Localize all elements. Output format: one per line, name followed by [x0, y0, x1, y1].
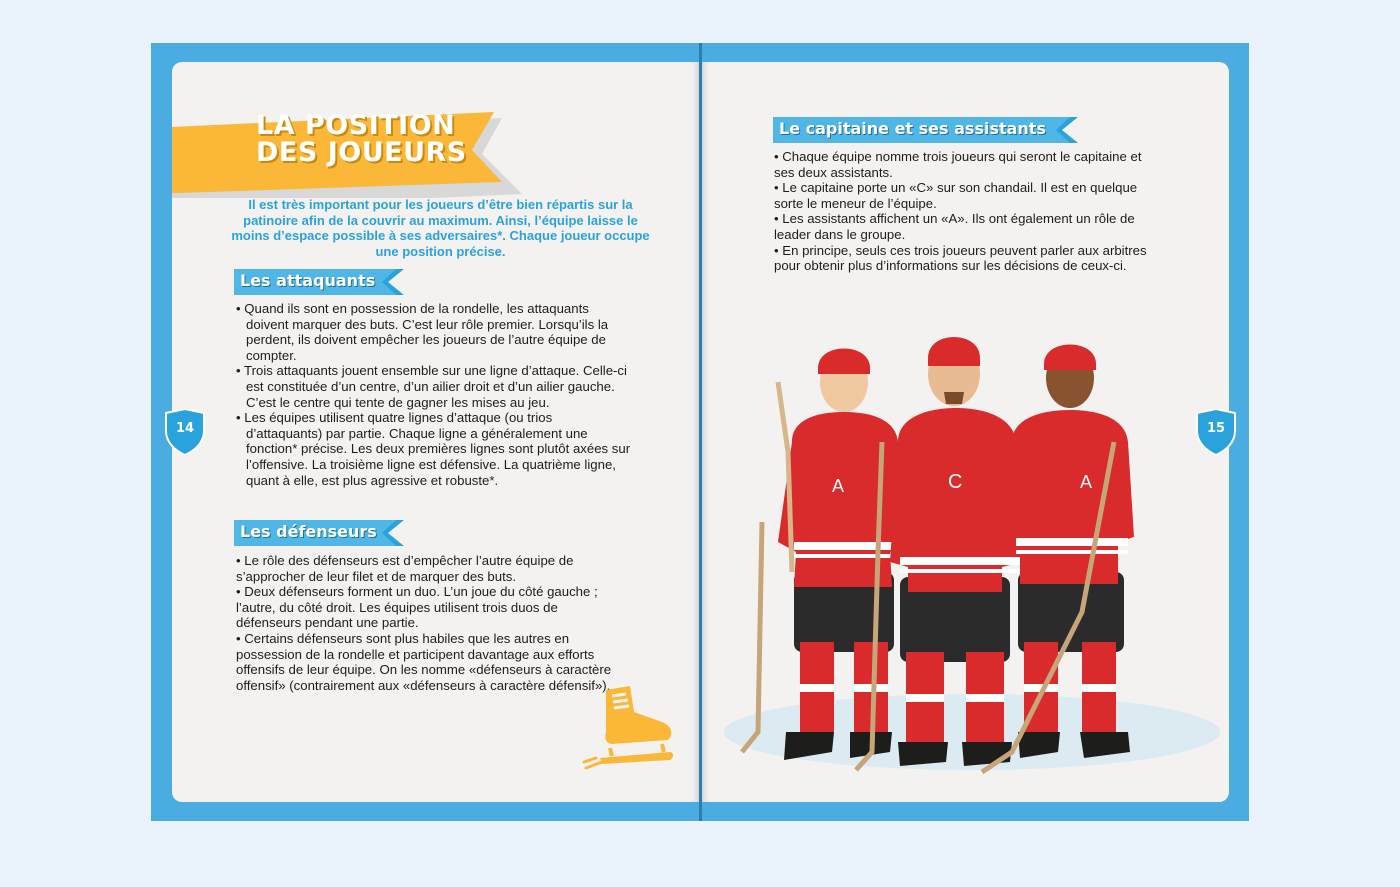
- right-page: [702, 62, 1229, 802]
- page-title: LA POSITION DES JOUEURS: [256, 110, 467, 168]
- list-item: • Les équipes utilisent quatre lignes d’attaque (ou trios d’attaquants) par partie. Chaque ligne a généralement une fonction* précise. Les deux premières lignes sont plutôt axées sur l’offensive. La troisième ligne est défensive. La quatrième ligne, quant à elle, est plus agressive et robuste*.: [236, 410, 631, 488]
- book-spread: [151, 43, 1249, 821]
- page-number-label: 14: [175, 421, 195, 436]
- list-item: • En principe, seuls ces trois joueurs peuvent parler aux arbitres pour obtenir plus d’informations sur les décisions de ceux-ci.: [774, 242, 1147, 274]
- heading-attaquants: [234, 269, 404, 295]
- capitaine-text: [774, 149, 1164, 274]
- list-item: • Deux défenseurs forment un duo. L’un joue du côté gauche ; l’autre, du côté droit. Les équipes utilisent trois duos de défenseurs pendant une partie.: [236, 584, 598, 631]
- page-number-label: 15: [1206, 421, 1226, 436]
- list-item: • Quand ils sont en possession de la rondelle, les attaquants doivent marquer des buts. C’est leur rôle premier. Lorsqu’ils la perdent, ils doivent empêcher les joueurs de l’autre équipe de compter.: [236, 301, 609, 363]
- hockey-players-illustration: [722, 312, 1222, 782]
- heading-label: Les attaquants: [240, 271, 376, 290]
- page-number-15: [1195, 409, 1237, 455]
- heading-label: Le capitaine et ses assistants: [779, 119, 1046, 138]
- list-item: • Le rôle des défenseurs est d’empêcher l’autre équipe de s’approcher de leur filet et de marquer des buts.: [236, 553, 574, 584]
- defenseurs-text: [236, 553, 621, 693]
- left-page: [172, 62, 699, 802]
- heading-defenseurs: [234, 520, 404, 546]
- list-item: • Chaque équipe nomme trois joueurs qui seront le capitaine et ses deux assistants.: [774, 149, 1142, 180]
- page-number-14: [164, 409, 206, 455]
- list-item: • Certains défenseurs sont plus habiles que les autres en possession de la rondelle et participent davantage aux efforts offensifs de leur équipe. On les nomme «défenseurs à caractère offensif» (contrairement aux «défenseurs à caractère défensif»).: [236, 630, 612, 693]
- list-item: • Le capitaine porte un «C» sur son chandail. Il est en quelque sorte le meneur de l’équipe.: [774, 180, 1138, 211]
- jersey-letter: C: [948, 471, 963, 493]
- jersey-letter: A: [1080, 472, 1093, 492]
- attaquants-text: [236, 301, 631, 488]
- intro-paragraph: Il est très important pour les joueurs d’être bien répartis sur la patinoire afin de la couvrir au maximum. Ainsi, l’équipe laisse le moins d’espace possible à ses adversaires*. Chaque joueur occupe une position précise.: [231, 197, 650, 259]
- player-assistant-left: [742, 349, 908, 761]
- jersey-letter: A: [832, 476, 845, 496]
- list-item: • Les assistants affichent un «A». Ils ont également un rôle de leader dans le groupe.: [774, 211, 1135, 242]
- list-item: • Trois attaquants jouent ensemble sur une ligne d’attaque. Celle-ci est constituée d’un centre, d’un ailier droit et d’un ailier gauche. C’est le centre qui tente de gagner les mises au jeu.: [236, 363, 627, 410]
- heading-capitaine: [773, 117, 1078, 143]
- skate-icon: [582, 682, 682, 772]
- heading-label: Les défenseurs: [240, 522, 377, 541]
